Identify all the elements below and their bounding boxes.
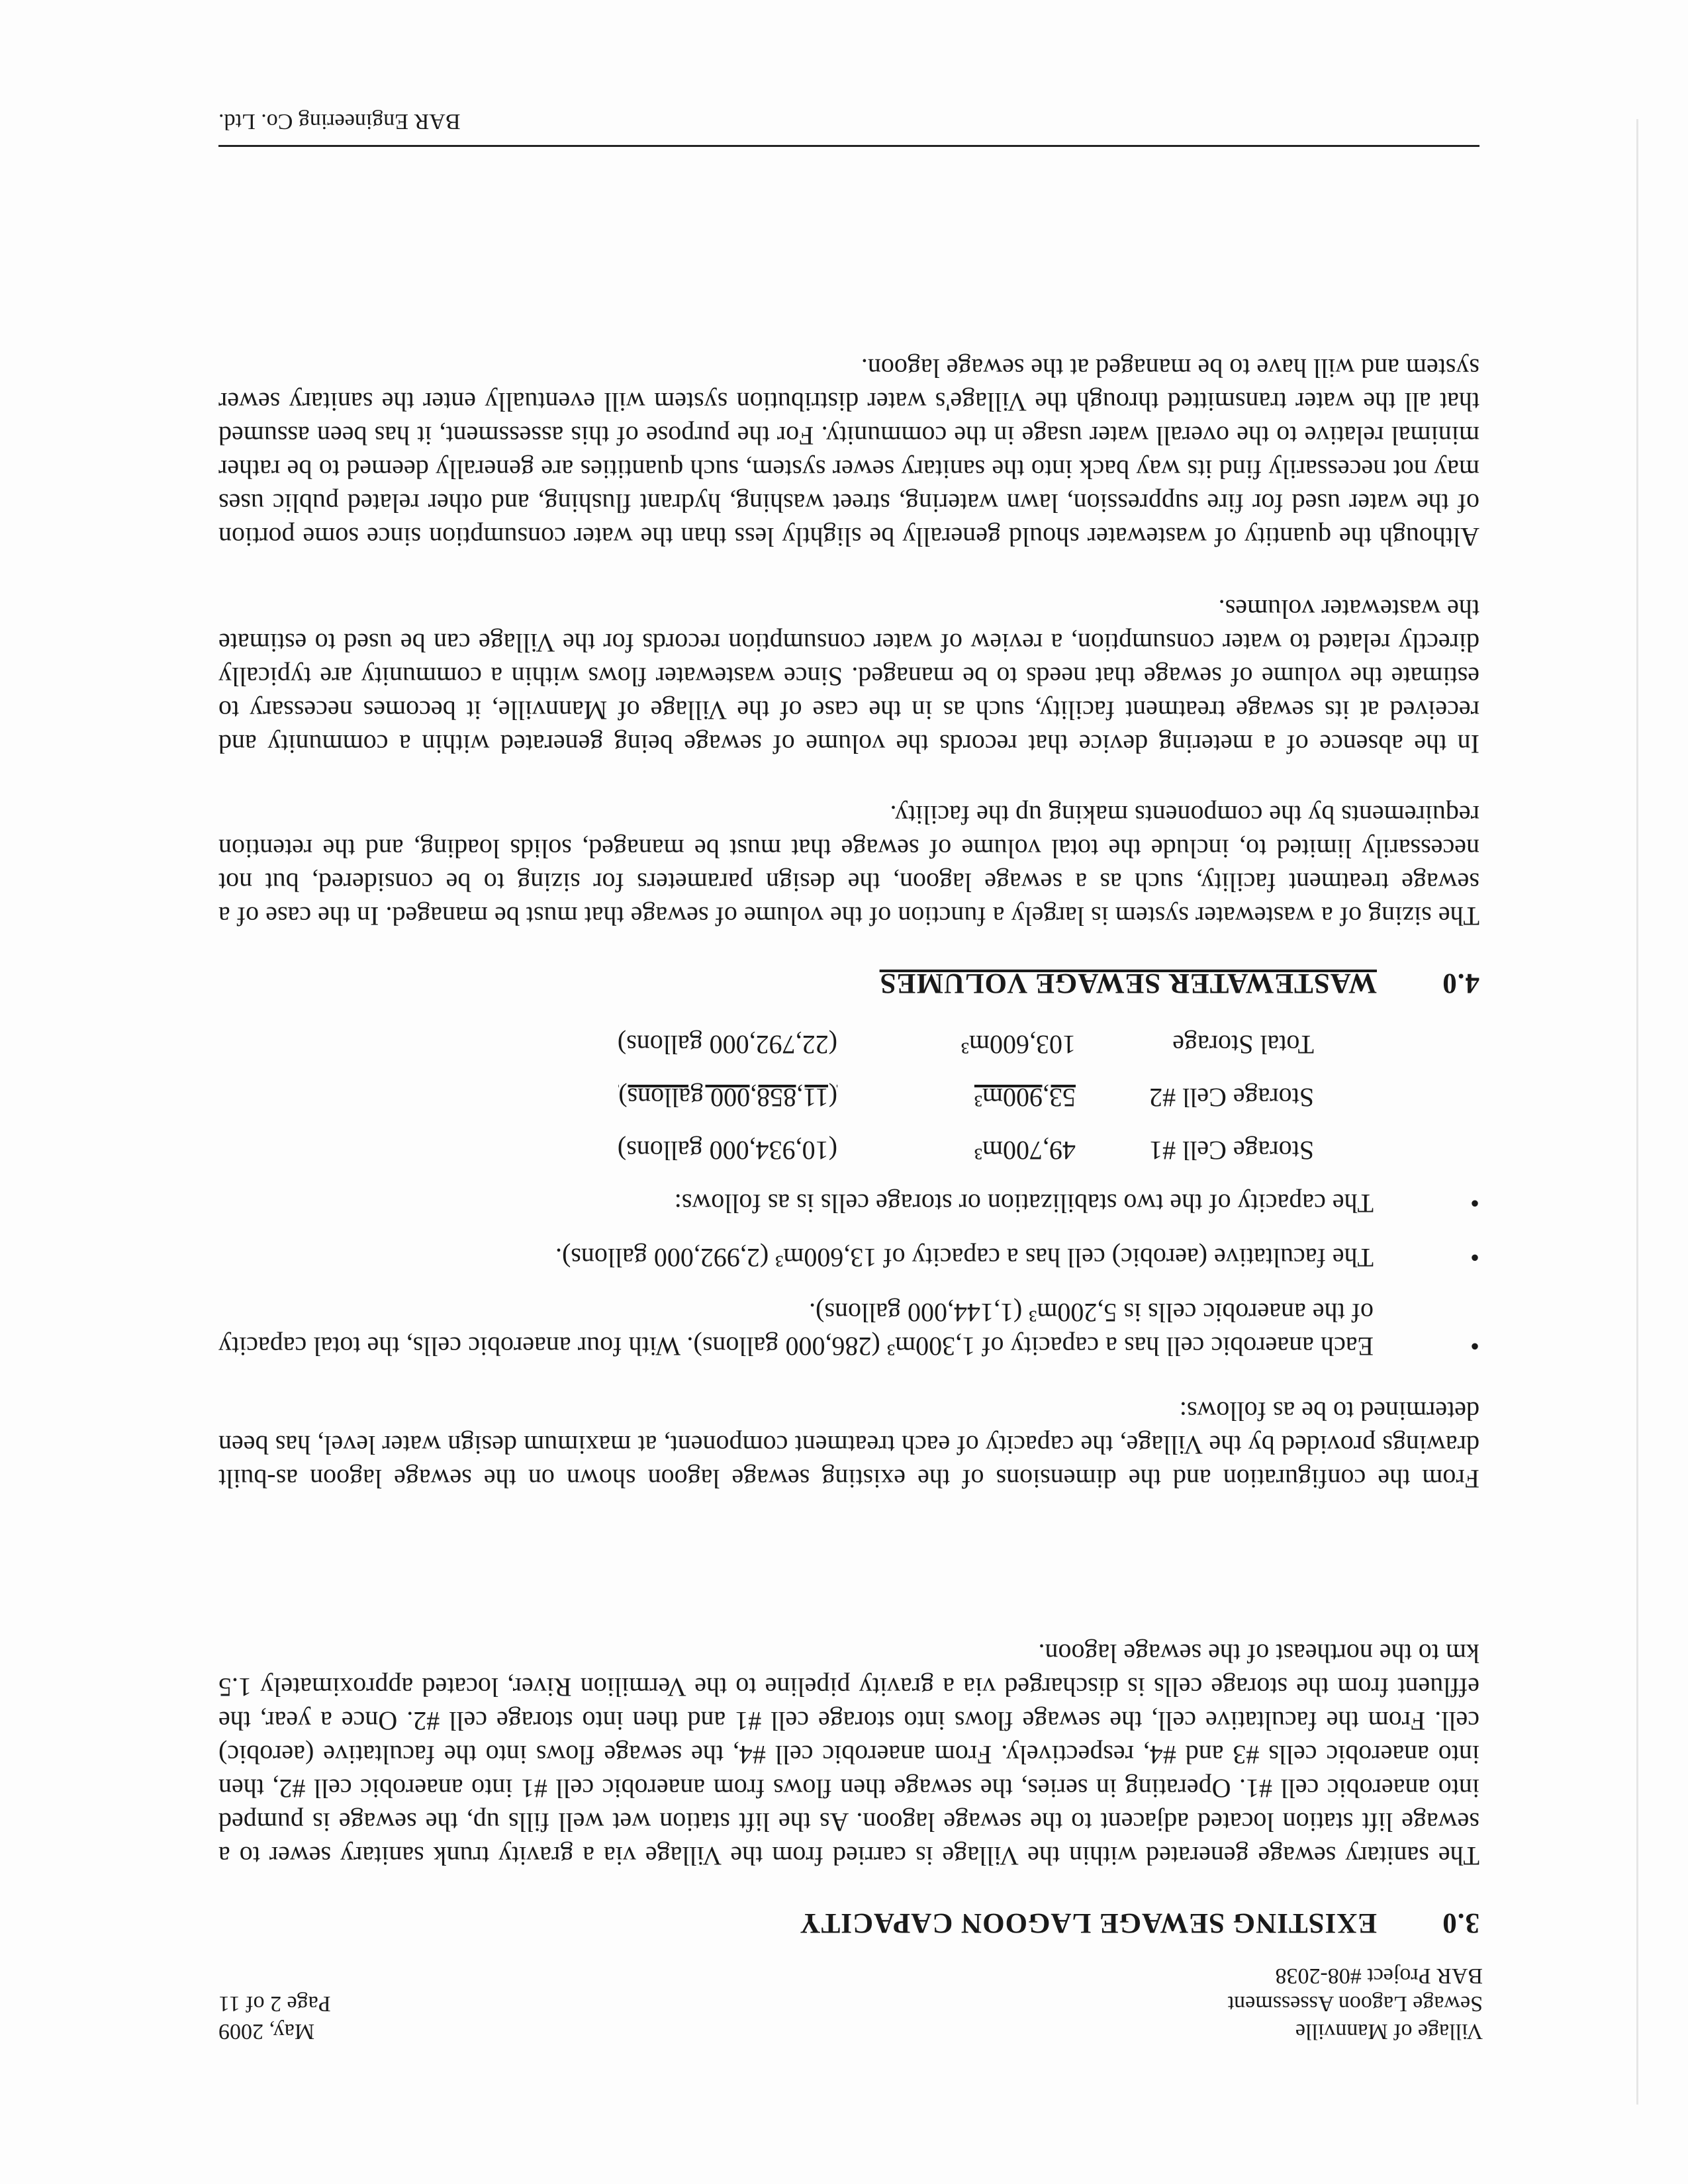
header-left [1228, 1962, 1483, 2045]
header-project-number: BAR Project #08-2038 [1275, 1964, 1483, 1988]
section-3-paragraph-1: The sanitary sewage generated within the Village is carried from the Village via a gravity trunk sanitary sewer to a sewage lift station located adjacent to the sewage lagoon. As the lift station wet well fills up, the sewage is pumped into anaerobic cell #1. Operating in series, the sewage then flows from anaerobic cell #1 into anaerobic cell #2, then into anaerobic cells #3 and #4, respectively. From anaerobic cell #4, the sewage flows into the facultative (aerobic) cell. From the facultative cell, the sewage flows into storage cell #1 and then into storage cell #2. Once a year, the effluent from the storage cells is discharged via a gravity pipeline to the Vermilion River, located approximately 1.5 km to the northeast of the sewage lagoon. [218, 1639, 1479, 1871]
storage-cell-gallons: (11,858,000 gallons) [618, 1083, 837, 1113]
section-4-paragraph-3: Although the quantity of wastewater should generally be slightly less than the water consumption since some portion of the water used for fire suppression, lawn watering, street washing, hydrant flushing, and other related public uses may not necessarily find its way back into the sanitary sewer system, such quantities are generally deemed to be rather minimal relative to the overall water usage in the community. For the purpose of this assessment, it has been assumed that all the water transmitted through the Village's water distribution system will eventually enter the sanitary sewer system and will have to be managed at the sewage lagoon. [218, 353, 1479, 552]
storage-total-gallons: (22,792,000 gallons) [617, 1030, 837, 1060]
section-4-heading [880, 967, 1479, 999]
storage-total-volume: 103,600m³ [961, 1030, 1076, 1060]
storage-cell-name: Storage Cell #1 [1149, 1136, 1314, 1165]
scan-edge [1636, 119, 1638, 2105]
section-4-paragraph-1: The sizing of a wastewater system is largely a function of the volume of sewage that must be managed. In the case of a sewage treatment facility, such as a sewage lagoon, the design parameters for sizing to be considered, but not necessarily limited to, include the total volume of sewage that must be managed, solids loading, and the retention requirements by the components making up the facility. [218, 800, 1479, 931]
header-village: Village of Mannville [1295, 2019, 1483, 2044]
section-3-number: 3.0 [1442, 1907, 1479, 1938]
storage-total-name: Total Storage [1172, 1030, 1314, 1060]
storage-cell-name: Storage Cell #2 [1149, 1083, 1314, 1113]
footer-company: BAR Engineering Co. Ltd. [218, 109, 461, 134]
header-report-title: Sewage Lagoon Assessment [1227, 1991, 1483, 2016]
section-3-paragraph-2: From the configuration and the dimensions of the existing sewage lagoon shown on the sewage lagoon as-built drawings provided by the Village, the capacity of each treatment component, at maximum design water level, has been determined to be as follows: [218, 1396, 1479, 1494]
bullet-text: The facultative (aerobic) cell has a capacity of 13,600m³ (2,992,000 gallons). [555, 1243, 1374, 1273]
bullet-dot-icon: • [1470, 1332, 1479, 1361]
header-page-number: Page 2 of 11 [218, 1991, 331, 2016]
storage-cell-volume: 49,700m³ [974, 1136, 1076, 1165]
section-4-title: WASTEWATER SEWAGE VOLUMES [879, 968, 1377, 999]
header-right [218, 1989, 331, 2045]
storage-cell-gallons: (10,934,000 gallons) [617, 1136, 837, 1165]
bullet-text: The capacity of the two stabilization or storage cells is as follows: [674, 1189, 1374, 1218]
header-date: May, 2009 [218, 2019, 315, 2044]
bullet-dot-icon: • [1470, 1189, 1479, 1218]
section-4-number: 4.0 [1442, 968, 1479, 999]
bullet-text: Each anaerobic cell has a capacity of 1,300m³ (286,000 gallons). With four anaerobic cells, the total capacity of the anaerobic cells is 5,200m³ (1,144,000 gallons). [218, 1298, 1374, 1361]
section-3-title: EXISTING SEWAGE LAGOON CAPACITY [799, 1907, 1377, 1938]
section-3-heading [800, 1907, 1479, 1939]
section-4-paragraph-2: In the absence of a metering device that records the volume of sewage being generated within a community and received at its sewage treatment facility, such as in the case of the Village of Mannville, it becomes necessary to estimate the volume of sewage that needs to be managed. Since wastewater flows within a community are typically directly related to water consumption, a review of water consumption records for the Village can be used to estimate the wastewater volumes. [218, 594, 1479, 759]
footer-rule [218, 145, 1479, 147]
bullet-dot-icon: • [1470, 1243, 1479, 1273]
storage-cell-volume: 53,900m³ [974, 1083, 1076, 1113]
